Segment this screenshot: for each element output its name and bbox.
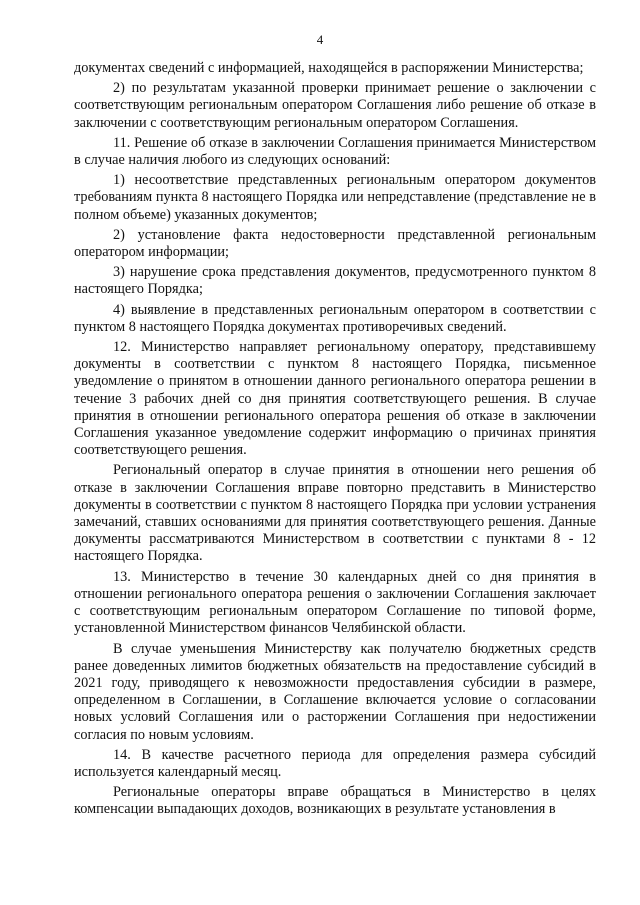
paragraph-11: В случае уменьшения Министерству как получателю бюджетных средств ранее доведенных лимитов бюджетных обязательств на предоставление субсидий в 2021 году, приводящего к невозможности предоставления субсидии в размере, определенном в Соглашении, в Соглашение включается условие о согласовании новых условий Соглашения или о расторжении Соглашения при недостижении согласия по новым условиям. xyxy=(74,640,596,743)
page-number: 4 xyxy=(316,32,324,47)
paragraph-10: 13. Министерство в течение 30 календарных дней со дня принятия в отношении регионального оператора решения о заключении Соглашения заключает с соответствующим региональным оператором Соглашение по типовой форме, установленной Министерством финансов Челябинской области. xyxy=(74,568,596,637)
paragraph-13: Региональные операторы вправе обращаться в Министерство в целях компенсации выпадающих доходов, возникающих в результате установления в xyxy=(74,784,596,818)
paragraph-9: Региональный оператор в случае принятия в отношении него решения об отказе в заключении Соглашения вправе повторно представить в Министерство документы в соответствии с пунктом 8 настоящего Порядка при условии устранения замечаний, ставших основаниями для принятия соответствующего решения. Данные документы рассматриваются Министерством в соответствии с пунктами 8 - 12 настоящего Порядка. xyxy=(74,462,596,565)
paragraph-5: 2) установление факта недостоверности представленной региональным оператором информации; xyxy=(74,226,596,261)
paragraph-7: 4) выявление в представленных региональным оператором в соответствии с пунктом 8 настоящего Порядка документах противоречивых сведений. xyxy=(74,301,596,335)
paragraph-8: 12. Министерство направляет региональному оператору, представившему документы в соответствии с пунктом 8 настоящего Порядка, письменное уведомление о принятом в отношении данного регионального оператора решении в течение 3 рабочих дней со дня принятия соответствующего решения. В случае принятия в отношении регионального оператора решения об отказе в заключении Соглашения указанное уведомление содержит информацию о причинах принятия соответствующего решения. xyxy=(74,339,596,459)
paragraph-1: документах сведений с информацией, находящейся в распоряжении Министерства; xyxy=(74,60,584,76)
paragraph-2: 2) по результатам указанной проверки принимает решение о заключении с соответствующим региональным оператором Соглашения либо решение об отказе в заключении с соответствующим региональным оператором Соглашения. xyxy=(74,80,596,131)
paragraph-3: 11. Решение об отказе в заключении Соглашения принимается Министерством в случае наличия любого из следующих оснований: xyxy=(74,134,596,169)
paragraph-4: 1) несоответствие представленных региональным оператором документов требованиям пункта 8 настоящего Порядка или непредставление (представление не в полном объеме) указанных документов; xyxy=(74,172,596,223)
paragraph-12: 14. В качестве расчетного периода для определения размера субсидий используется календарный месяц. xyxy=(74,746,596,780)
paragraph-6: 3) нарушение срока представления документов, предусмотренного пунктом 8 настоящего Порядка; xyxy=(74,264,596,298)
document-body xyxy=(74,60,596,822)
